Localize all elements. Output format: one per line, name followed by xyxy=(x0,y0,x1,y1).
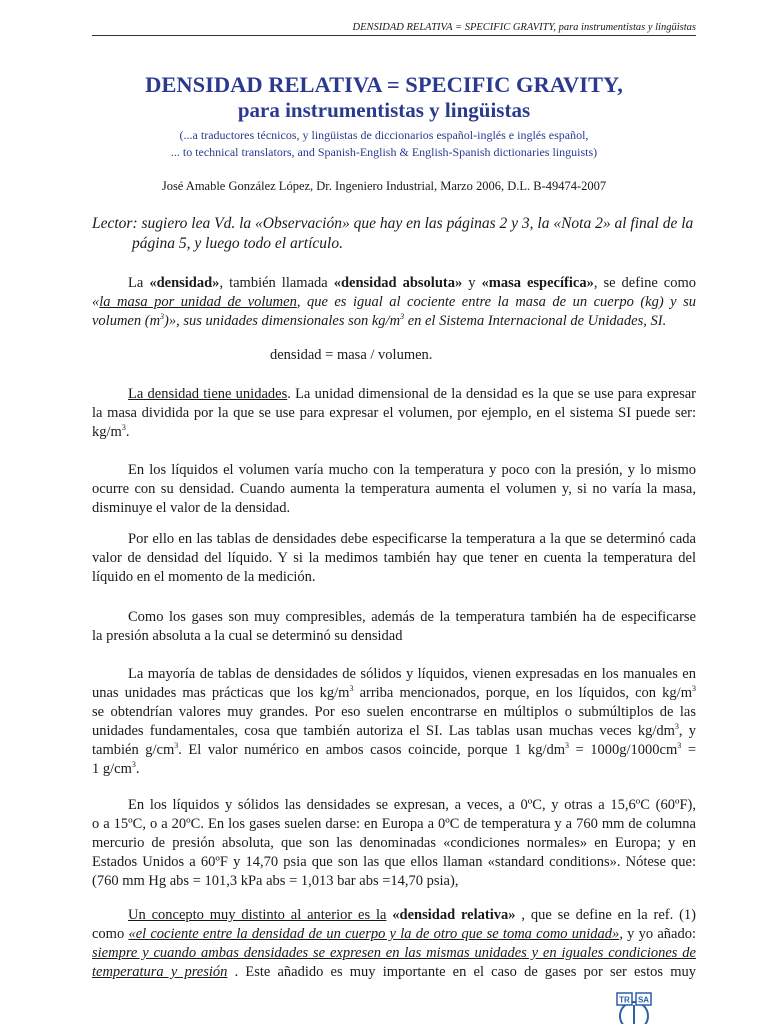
reader-note-line1: Lector: sugiero lea Vd. la «Observación» que hay en las páginas 2 y 3, la «Nota 2» al final de la xyxy=(92,215,694,232)
reader-note-line2: página 5, y luego todo el artículo. xyxy=(132,235,343,252)
reader-note xyxy=(92,214,696,254)
para-line: temperatura y presión . Este añadido es muy importante en el caso de gases por ser estos muy xyxy=(92,964,696,980)
para-line: En los líquidos y sólidos las densidades se expresan, a veces, a 0ºC, y otras a 15,6ºC (60ºF), xyxy=(128,797,696,813)
paragraph-tables xyxy=(92,530,696,587)
para-line: valor de densidad del líquido. Y si la medimos también hay que tener en cuenta la temperatura del xyxy=(92,550,696,566)
paragraph-units xyxy=(92,385,696,442)
para-line: líquido en el momento de la medición. xyxy=(92,569,316,585)
para-line: «la masa por unidad de volumen, que es igual al cociente entre la masa de un cuerpo (kg) y su xyxy=(92,294,696,310)
subtitle-english: ... to technical translators, and Spanish-English & English-Spanish dictionaries linguists) xyxy=(170,145,598,159)
logo-text-sa: SA xyxy=(637,995,650,1005)
para-line: la presión absoluta a la cual se determinó su densidad xyxy=(92,628,403,644)
subtitle-spanish: (...a traductores técnicos, y lingüistas de diccionarios español-inglés e inglés español, xyxy=(179,128,589,142)
para-line: Por ello en las tablas de densidades debe especificarse la temperatura a la que se determinó cada xyxy=(128,531,696,547)
para-line: disminuye el valor de la densidad. xyxy=(92,500,291,516)
para-line: mercurio de presión absoluta, que son las denominadas «condiciones normales» en Europa; y en xyxy=(92,835,696,851)
para-line: siempre y cuando ambas densidades se expresen en las mismas unidades y en iguales condiciones de xyxy=(92,945,696,961)
paragraph-definition xyxy=(92,274,696,331)
para-line: ocurre con su densidad. Cuando aumenta la temperatura aumenta el volumen y, si no varía la masa, xyxy=(92,481,696,497)
para-line: la masa dividida por la que se use para expresar el volumen, por ejemplo, en el sistema SI puede ser: xyxy=(92,405,696,421)
paragraph-practical-units xyxy=(92,665,696,779)
density-formula: densidad = masa / volumen. xyxy=(270,347,433,363)
para-line: Como los gases son muy compresibles, además de la temperatura también ha de especificarse xyxy=(128,609,696,625)
para-line: La mayoría de tablas de densidades de sólidos y líquidos, vienen expresadas en los manuales en xyxy=(128,666,696,682)
paragraph-gases xyxy=(92,608,696,646)
paragraph-relative-density xyxy=(92,906,696,982)
para-line: Estados Unidos a 60ºF y 14,70 psia que son las que ellos llaman «standard conditions». Nótese que: xyxy=(92,854,696,870)
paragraph-conditions xyxy=(92,796,696,891)
para-line: $kg/m^3$. xyxy=(92,423,130,440)
para-line: unas unidades mas prácticas que los $kg/m^3$ arriba mencionados, porque, en los líquidos, con $kg/m^3$ xyxy=(92,684,696,701)
para-line: volumen $(m^3)$», sus unidades dimensionales son $kg/m^3$ en el Sistema Internacional de Unidades, SI. xyxy=(92,312,667,329)
running-header: DENSIDAD RELATIVA = SPECIFIC GRAVITY, para instrumentistas y lingüistas xyxy=(92,22,696,36)
para-line: La «densidad», también llamada «densidad absoluta» y «masa específica», se define como xyxy=(128,275,697,291)
para-line: 1 $g/cm^3$. xyxy=(92,760,140,777)
para-line: también $g/cm^3$. El valor numérico en ambos casos coincide, porque 1 $kg/dm^3 = 1000g/1000cm^3$ = xyxy=(92,741,697,758)
para-line: se obtendrían valores muy grandes. Por eso suelen encontrarse en múltiplos o submúltiplos de las xyxy=(92,704,696,720)
para-line: como «el cociente entre la densidad de un cuerpo y la de otro que se toma como unidad», y yo añado: xyxy=(92,926,696,942)
para-line: Un concepto muy distinto al anterior es la «densidad relativa» , que se define en la ref. (1) xyxy=(128,907,697,923)
page-title-line2: para instrumentistas y lingüistas xyxy=(237,98,531,122)
para-line: o a 15ºC, o a 20ºC. En los gases suelen darse: en Europa a 0ºC de temperatura y a 760 mm de columna xyxy=(92,816,696,832)
para-line: unidades fundamentales, cosa que también autoriza el SI. Las tablas usan muchas veces $kg/dm^3$, y xyxy=(92,722,697,739)
page-title: DENSIDAD RELATIVA = SPECIFIC GRAVITY, xyxy=(145,72,623,97)
logo-text-tr: TR xyxy=(619,995,630,1005)
paragraph-liquids xyxy=(92,461,696,518)
author-line: José Amable González López, Dr. Ingeniero Industrial, Marzo 2006, D.L. B-49474-2007 xyxy=(161,179,607,193)
para-line: La densidad tiene unidades. La unidad dimensional de la densidad es la que se use para expresar xyxy=(128,386,697,402)
para-line: En los líquidos el volumen varía mucho con la temperatura y poco con la presión, y lo mismo xyxy=(128,462,696,478)
trsa-logo xyxy=(614,990,654,1024)
para-line: (760 mm Hg abs = 101,3 kPa abs = 1,013 bar abs =14,70 psia), xyxy=(92,873,459,889)
